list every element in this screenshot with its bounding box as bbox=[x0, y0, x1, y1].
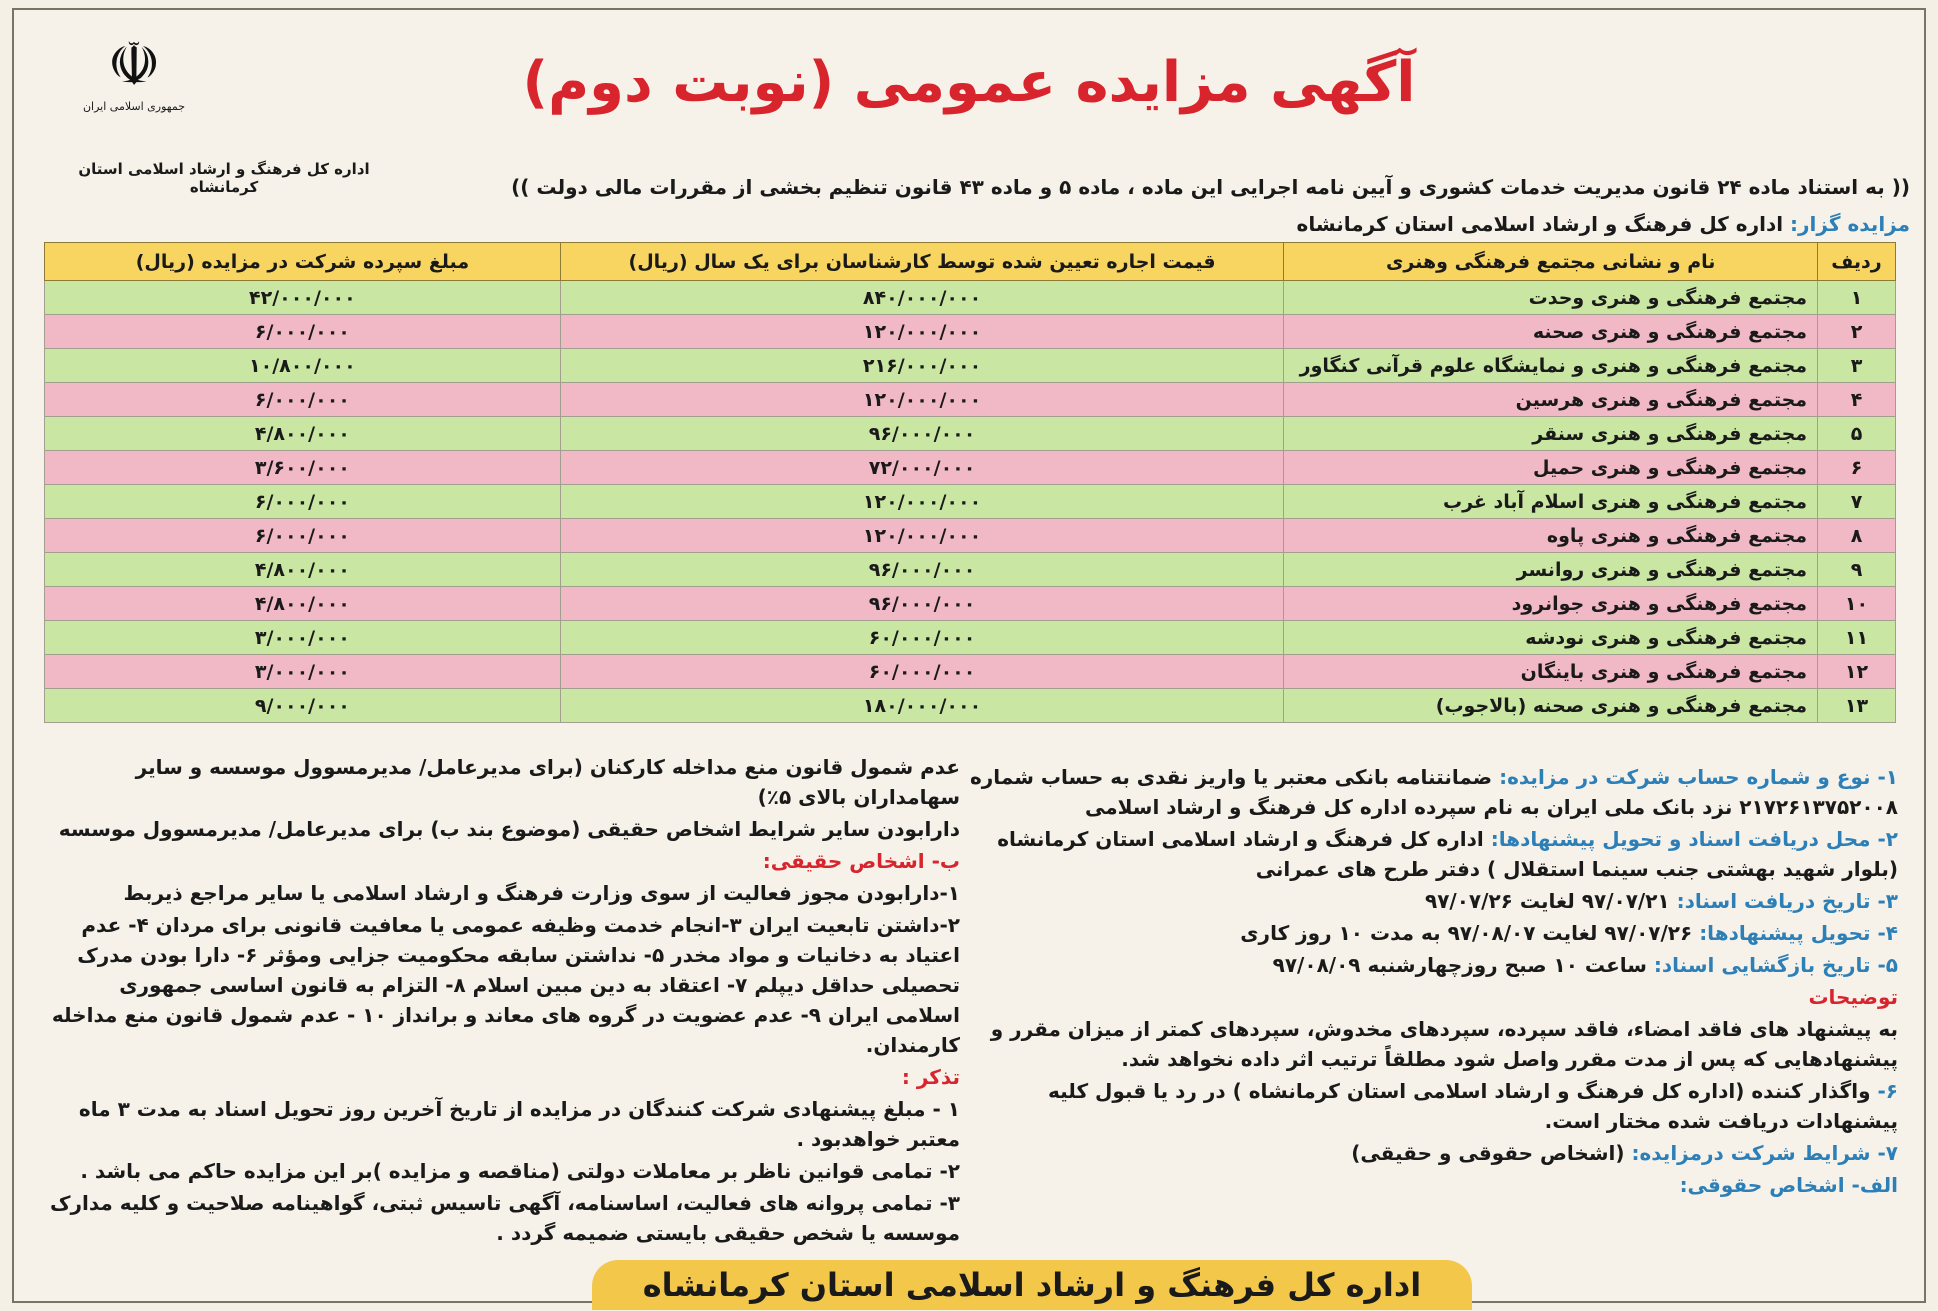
header-name: نام و نشانی مجتمع فرهنگی وهنری bbox=[1284, 243, 1818, 281]
item-1 bbox=[954, 762, 1898, 822]
row-rent: ۱۲۰/۰۰۰/۰۰۰ bbox=[560, 519, 1284, 553]
table-row bbox=[45, 621, 1896, 655]
row-deposit: ۴/۸۰۰/۰۰۰ bbox=[45, 553, 561, 587]
row-deposit: ۴۲/۰۰۰/۰۰۰ bbox=[45, 281, 561, 315]
page-title: آگهی مزایده عمومی (نوبت دوم) bbox=[522, 50, 1416, 115]
table-row bbox=[45, 485, 1896, 519]
row-index: ۱۱ bbox=[1818, 621, 1896, 655]
row-deposit: ۹/۰۰۰/۰۰۰ bbox=[45, 689, 561, 723]
item-3-label: ۳- تاریخ دریافت اسناد: bbox=[1676, 889, 1898, 913]
row-index: ۱۳ bbox=[1818, 689, 1896, 723]
auctioneer-value: اداره کل فرهنگ و ارشاد اسلامی استان کرمانشاه bbox=[1296, 212, 1784, 236]
natural-cond-2: ۲-داشتن تابعیت ایران ۳-انجام خدمت وظیفه عمومی یا معافیت قانونی برای مردان ۴- عدم اعتیاد به دخانیات و مواد مخدر ۵- نداشتن سابقه محکومیت جزایی ومؤثر ۶- دارا بودن مدرک تحصیلی حداقل دیپلم ۷- اعتقاد به دین مبین اسلام ۸- التزام به قانون اساسی جمهوری اسلامی ایران ۹- عدم عضویت در گروه های معاند و برانداز ۱۰ - عدم شمول قانون منع مداخله کارمندان. bbox=[51, 913, 960, 1057]
row-index: ۵ bbox=[1818, 417, 1896, 451]
row-index: ۸ bbox=[1818, 519, 1896, 553]
conditions-left bbox=[48, 752, 960, 1250]
row-name: مجتمع فرهنگی و هنری هرسین bbox=[1284, 383, 1818, 417]
row-rent: ۸۴۰/۰۰۰/۰۰۰ bbox=[560, 281, 1284, 315]
row-index: ۶ bbox=[1818, 451, 1896, 485]
row-deposit: ۶/۰۰۰/۰۰۰ bbox=[45, 315, 561, 349]
row-rent: ۱۲۰/۰۰۰/۰۰۰ bbox=[560, 315, 1284, 349]
row-name: مجتمع فرهنگی و هنری نودشه bbox=[1284, 621, 1818, 655]
row-name: مجتمع فرهنگی و هنری صحنه (بالاجوب) bbox=[1284, 689, 1818, 723]
item-5-text: ساعت ۱۰ صبح روزچهارشنبه ۹۷/۰۸/۰۹ bbox=[1272, 953, 1647, 977]
row-deposit: ۶/۰۰۰/۰۰۰ bbox=[45, 519, 561, 553]
table-row bbox=[45, 417, 1896, 451]
row-name: مجتمع فرهنگی و هنری جوانرود bbox=[1284, 587, 1818, 621]
notes-text: به پیشنهاد های فاقد امضاء، فاقد سپرده، سپردهای مخدوش، سپردهای کمتر از میزان مقرر و پیشنهادهایی که پس از مدت مقرر واصل شود مطلقاً ترتیب اثر داده نخواهد شد. bbox=[990, 1017, 1898, 1071]
row-index: ۲ bbox=[1818, 315, 1896, 349]
auctioneer bbox=[50, 212, 1910, 236]
item-2-label: ۲- محل دریافت اسناد و تحویل پیشنهادها: bbox=[1490, 827, 1898, 851]
table-row bbox=[45, 587, 1896, 621]
row-index: ۴ bbox=[1818, 383, 1896, 417]
item-2-text: اداره کل فرهنگ و ارشاد اسلامی استان کرمانشاه (بلوار شهید بهشتی جنب سینما استقلال ) دفتر طرح های عمرانی bbox=[997, 827, 1898, 881]
header-rent: قیمت اجاره تعیین شده توسط کارشناسان برای یک سال (ریال) bbox=[560, 243, 1284, 281]
office-name: اداره کل فرهنگ و ارشاد اسلامی استان کرمانشاه bbox=[78, 160, 370, 196]
row-deposit: ۳/۰۰۰/۰۰۰ bbox=[45, 655, 561, 689]
row-deposit: ۶/۰۰۰/۰۰۰ bbox=[45, 383, 561, 417]
row-index: ۱۲ bbox=[1818, 655, 1896, 689]
table-row bbox=[45, 519, 1896, 553]
row-name: مجتمع فرهنگی و هنری صحنه bbox=[1284, 315, 1818, 349]
alef-label: الف- اشخاص حقوقی: bbox=[1679, 1173, 1898, 1197]
item-7-text: (اشخاص حقوقی و حقیقی) bbox=[1351, 1141, 1625, 1165]
natural-cond-1: ۱-دارابودن مجوز فعالیت از سوی وزارت فرهنگ و ارشاد اسلامی یا سایر مراجع ذیربط bbox=[123, 881, 960, 905]
item-3 bbox=[954, 886, 1898, 916]
legal-cond-1: عدم شمول قانون منع مداخله کارکنان (برای مدیرعامل/ مدیرمسوول موسسه و سایر سهامداران بالای ۵٪) bbox=[135, 755, 960, 809]
row-index: ۳ bbox=[1818, 349, 1896, 383]
header-idx: ردیف bbox=[1818, 243, 1896, 281]
row-rent: ۲۱۶/۰۰۰/۰۰۰ bbox=[560, 349, 1284, 383]
be-label: ب- اشخاص حقیقی: bbox=[762, 849, 960, 873]
auction-table bbox=[44, 242, 1896, 723]
notes-label: توضیحات bbox=[1808, 985, 1898, 1009]
row-rent: ۹۶/۰۰۰/۰۰۰ bbox=[560, 553, 1284, 587]
table-header bbox=[45, 243, 1896, 281]
item-4-label: ۴- تحویل پیشنهادها: bbox=[1699, 921, 1898, 945]
emblem-icon: ☫ bbox=[107, 30, 161, 100]
row-rent: ۱۲۰/۰۰۰/۰۰۰ bbox=[560, 485, 1284, 519]
row-deposit: ۳/۶۰۰/۰۰۰ bbox=[45, 451, 561, 485]
item-5-label: ۵- تاریخ بازگشایی اسناد: bbox=[1653, 953, 1898, 977]
table-row bbox=[45, 383, 1896, 417]
row-rent: ۱۲۰/۰۰۰/۰۰۰ bbox=[560, 383, 1284, 417]
header-deposit: مبلغ سپرده شرکت در مزایده (ریال) bbox=[45, 243, 561, 281]
note-1: ۱ - مبلغ پیشنهادی شرکت کنندگان در مزایده از تاریخ آخرین روز تحویل اسناد به مدت ۳ ماه معتبر خواهدبود . bbox=[78, 1097, 960, 1151]
preamble: (( به استناد ماده ۲۴ قانون مدیریت خدمات کشوری و آیین نامه اجرایی این ماده ، ماده ۵ و ماده ۴۳ قانون تنظیم بخشی از مقررات مالی دولت )) bbox=[511, 175, 1910, 199]
row-deposit: ۴/۸۰۰/۰۰۰ bbox=[45, 587, 561, 621]
item-6 bbox=[954, 1076, 1898, 1136]
auctioneer-label: مزایده گزار: bbox=[1790, 212, 1910, 236]
row-name: مجتمع فرهنگی و هنری و نمایشگاه علوم قرآنی کنگاور bbox=[1284, 349, 1818, 383]
row-name: مجتمع فرهنگی و هنری حمیل bbox=[1284, 451, 1818, 485]
row-rent: ۱۸۰/۰۰۰/۰۰۰ bbox=[560, 689, 1284, 723]
item-6-text: واگذار کننده (اداره کل فرهنگ و ارشاد اسلامی استان کرمانشاه ) در رد یا قبول کلیه پیشنهادات دریافت شده مختار است. bbox=[1048, 1079, 1898, 1133]
row-name: مجتمع فرهنگی و هنری سنقر bbox=[1284, 417, 1818, 451]
row-rent: ۹۶/۰۰۰/۰۰۰ bbox=[560, 417, 1284, 451]
legal-cond-2: دارابودن سایر شرایط اشخاص حقیقی (موضوع بند ب) برای مدیرعامل/ مدیرمسوول موسسه bbox=[58, 817, 960, 841]
tazakor-label: تذکر : bbox=[901, 1065, 960, 1089]
newspaper-page bbox=[12, 8, 1926, 1303]
row-deposit: ۴/۸۰۰/۰۰۰ bbox=[45, 417, 561, 451]
item-6-label: ۶- bbox=[1877, 1079, 1898, 1103]
table-row bbox=[45, 281, 1896, 315]
row-rent: ۷۲/۰۰۰/۰۰۰ bbox=[560, 451, 1284, 485]
table-body bbox=[45, 281, 1896, 723]
item-3-text: ۹۷/۰۷/۲۱ لغایت ۹۷/۰۷/۲۶ bbox=[1425, 889, 1670, 913]
table-row bbox=[45, 655, 1896, 689]
row-deposit: ۶/۰۰۰/۰۰۰ bbox=[45, 485, 561, 519]
row-rent: ۹۶/۰۰۰/۰۰۰ bbox=[560, 587, 1284, 621]
row-index: ۹ bbox=[1818, 553, 1896, 587]
table-row bbox=[45, 349, 1896, 383]
row-rent: ۶۰/۰۰۰/۰۰۰ bbox=[560, 621, 1284, 655]
table-row bbox=[45, 689, 1896, 723]
row-deposit: ۳/۰۰۰/۰۰۰ bbox=[45, 621, 561, 655]
row-rent: ۶۰/۰۰۰/۰۰۰ bbox=[560, 655, 1284, 689]
item-5 bbox=[954, 950, 1898, 980]
note-3: ۳- تمامی پروانه های فعالیت، اساسنامه، آگهی تاسیس ثبتی، گواهینامه صلاحیت و کلیه مدارک موسسه یا شخص حقیقی بایستی ضمیمه گردد . bbox=[49, 1191, 960, 1245]
table-row bbox=[45, 553, 1896, 587]
note-2: ۲- تمامی قوانین ناظر بر معاملات دولتی (مناقصه و مزایده )بر این مزایده حاکم می باشد . bbox=[80, 1159, 960, 1183]
item-7 bbox=[954, 1138, 1898, 1168]
row-index: ۱ bbox=[1818, 281, 1896, 315]
item-1-text: ضمانتنامه بانکی معتبر یا واریز نقدی به حساب شماره ۲۱۷۲۶۱۳۷۵۲۰۰۸ نزد بانک ملی ایران به نام سپرده اداره کل فرهنگ و ارشاد اسلامی bbox=[969, 765, 1898, 819]
table-row bbox=[45, 315, 1896, 349]
item-2 bbox=[954, 824, 1898, 884]
conditions-right bbox=[954, 762, 1898, 1202]
emblem-caption: جمهوری اسلامی ایران bbox=[82, 100, 186, 113]
footer-banner: اداره کل فرهنگ و ارشاد اسلامی استان کرمانشاه bbox=[592, 1260, 1472, 1310]
row-deposit: ۱۰/۸۰۰/۰۰۰ bbox=[45, 349, 561, 383]
item-4 bbox=[954, 918, 1898, 948]
row-name: مجتمع فرهنگی و هنری اسلام آباد غرب bbox=[1284, 485, 1818, 519]
row-name: مجتمع فرهنگی و هنری وحدت bbox=[1284, 281, 1818, 315]
row-name: مجتمع فرهنگی و هنری پاوه bbox=[1284, 519, 1818, 553]
table-row bbox=[45, 451, 1896, 485]
row-name: مجتمع فرهنگی و هنری روانسر bbox=[1284, 553, 1818, 587]
row-index: ۱۰ bbox=[1818, 587, 1896, 621]
item-1-label: ۱- نوع و شماره حساب شرکت در مزایده: bbox=[1499, 765, 1898, 789]
item-7-label: ۷- شرایط شرکت درمزایده: bbox=[1631, 1141, 1898, 1165]
item-4-text: ۹۷/۰۷/۲۶ لغایت ۹۷/۰۸/۰۷ به مدت ۱۰ روز کاری bbox=[1240, 921, 1693, 945]
row-name: مجتمع فرهنگی و هنری باینگان bbox=[1284, 655, 1818, 689]
row-index: ۷ bbox=[1818, 485, 1896, 519]
